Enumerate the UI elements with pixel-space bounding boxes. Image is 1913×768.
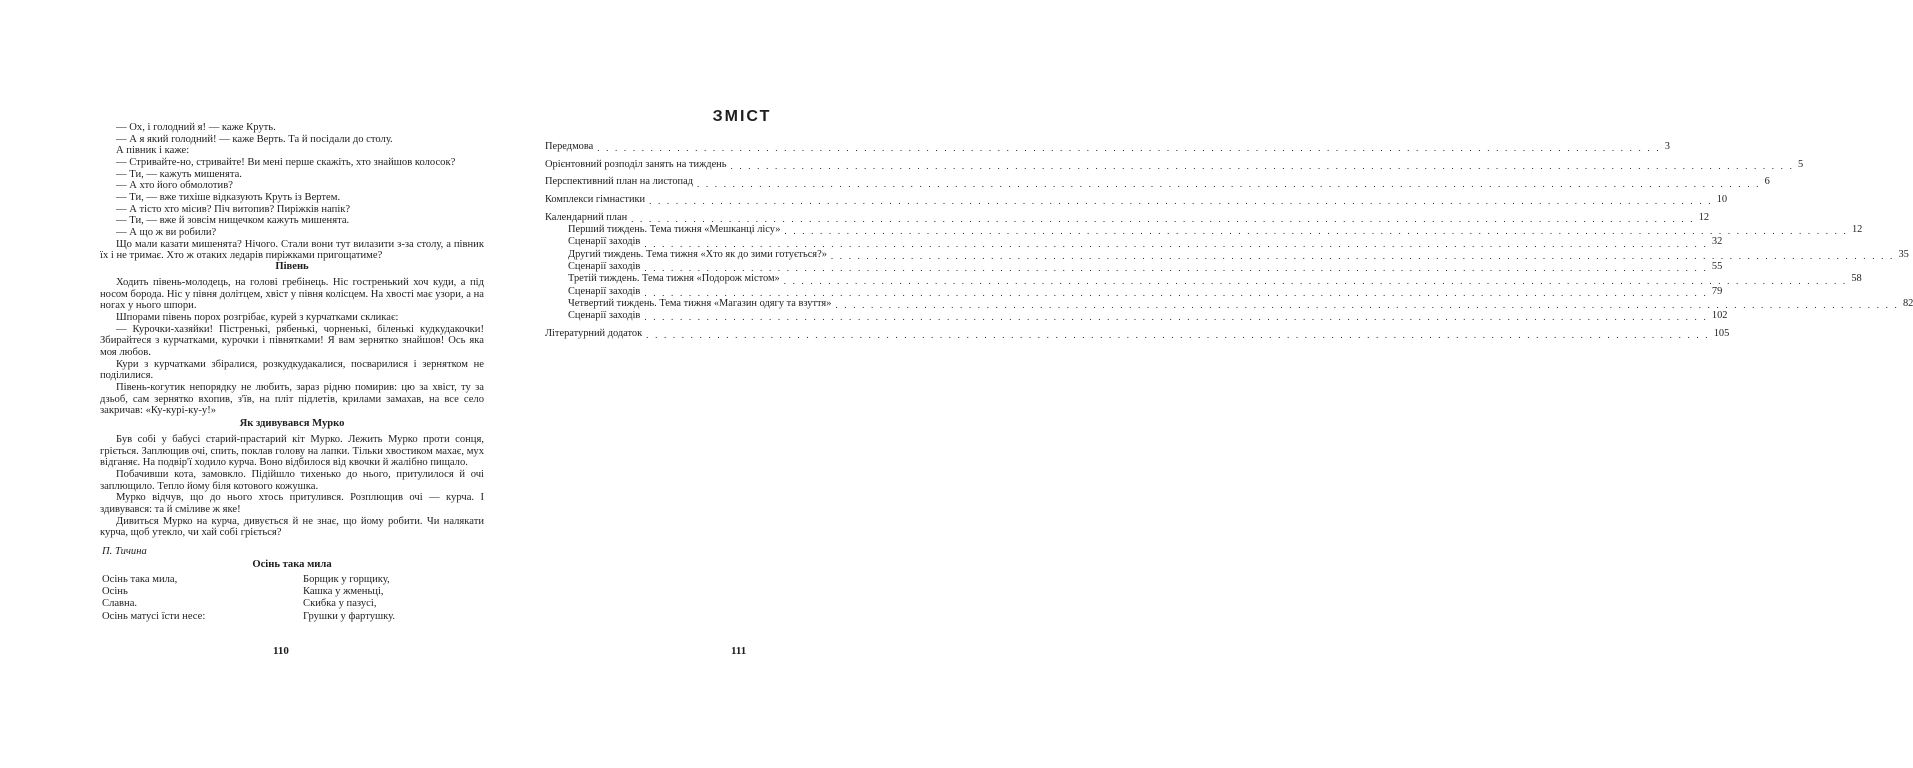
toc-entry-page: 82 [1902, 297, 1913, 309]
toc-dot-leader: . . . . . . . . . . . . . . . . . . . . . . . . . . . . . . . . . . . . . . . . . . . . . . . . . . . . . . . . . . . . . . . . . . . . . . . . . . . . . . . . . . . . . . . . . . . . . . . . . . . . . . . . . . . . . . . . . . . . . . . . [631, 214, 1695, 225]
story-paragraph: Шпорами півень порох розгрібає, курей з курчатками скликає: [116, 311, 399, 323]
page-number-left: 110 [273, 645, 289, 657]
toc-entry-page: 79 [1711, 285, 1723, 297]
toc-entry [545, 273, 1862, 286]
story-paragraph: Дивиться Мурко на курча, дивується й не знає, що йому робити. Чи налякати курча, щоб утекло, чи хай собі гріється? [100, 515, 484, 539]
dialogue-line: — А я який голодний! — каже Верть. Та й посідали до столу. [116, 133, 393, 145]
toc-entry [545, 224, 1863, 237]
toc-entry-label: Орієнтовний розподіл занять на тиждень [545, 158, 727, 170]
toc-dot-leader: . . . . . . . . . . . . . . . . . . . . . . . . . . . . . . . . . . . . . . . . . . . . . . . . . . . . . . . . . . . . . . . . . . . . . . . . . . . . . . . . . . . . . . . . . . . . . . . . . . . . . . . . . . . . . . . . . . . . . . . . [646, 330, 1710, 341]
left-page [0, 0, 512, 768]
toc-entry [545, 248, 1909, 261]
poem-right-column [303, 574, 395, 623]
dialogue-line: — Ти, — вже тихіше відказують Круть із Вертем. [116, 191, 341, 203]
toc-dot-leader: . . . . . . . . . . . . . . . . . . . . . . . . . . . . . . . . . . . . . . . . . . . . . . . . . . . . . . . . . . . . . . . . . . . . . . . . . . . . . . . . . . . . . . . . . . . . . . . . . . . . . . . . . . . . . . . . . . . . . . . . [697, 178, 1761, 189]
toc-entry-page: 3 [1664, 141, 1670, 152]
toc-entry-page: 6 [1764, 176, 1770, 188]
toc-dot-leader: . . . . . . . . . . . . . . . . . . . . . . . . . . . . . . . . . . . . . . . . . . . . . . . . . . . . . . . . . . . . . . . . . . . . . . . . . . . . . . . . . . . . . . . . . . . . . . . . . . . . . . . . . . . . . . . . . . . . . . . . [649, 196, 1713, 207]
dialogue-lines [100, 122, 484, 239]
toc-entry-page: 10 [1716, 194, 1728, 206]
story-paragraph: Мурко відчув, що до нього хтось притулився. Розплющив очі — курча. І здивувався: та й сміливе ж яке! [100, 492, 484, 515]
toc-dot-leader: . . . . . . . . . . . . . . . . . . . . . . . . . . . . . . . . . . . . . . . . . . . . . . . . . . . . . . . . . . . . . . . . . . . . . . . . . . . . . . . . . . . . . . . . . . . . . . . . . . . . . . . . . . . . . . . . . . . . . . . . [644, 263, 1708, 274]
dialogue-line: — Стривайте-но, стривайте! Ви мені перше скажіть, хто знайшов колосок? [116, 156, 456, 168]
toc-entry-page: 5 [1798, 158, 1804, 170]
toc-title: ЗМІСТ [712, 108, 772, 125]
toc-entry-page: 35 [1898, 248, 1909, 260]
toc-entry [545, 141, 1670, 154]
toc-entry-label: Другий тиждень. Тема тижня «Хто як до зими готується?» [568, 248, 827, 260]
toc-entry [545, 260, 1723, 274]
story-intro [100, 122, 484, 262]
poem-line: Осінь [102, 586, 128, 598]
toc-dot-leader: . . . . . . . . . . . . . . . . . . . . . . . . . . . . . . . . . . . . . . . . . . . . . . . . . . . . . . . . . . . . . . . . . . . . . . . . . . . . . . . . . . . . . . . . . . . . . . . . . . . . . . . . . . . . . . . . . . . . . . . . [830, 250, 1895, 261]
dialogue-line: — Ти, — кажуть мишенята. [116, 168, 242, 180]
poem-author: П. Тичина [102, 546, 147, 557]
toc-entry-label: Третій тиждень. Тема тижня «Подорож містом» [568, 273, 780, 285]
toc-dot-leader: . . . . . . . . . . . . . . . . . . . . . . . . . . . . . . . . . . . . . . . . . . . . . . . . . . . . . . . . . . . . . . . . . . . . . . . . . . . . . . . . . . . . . . . . . . . . . . . . . . . . . . . . . . . . . . . . . . . . . . . . [730, 160, 1795, 171]
toc-entry-label: Комплекси гімнастики [545, 194, 646, 206]
poem-line: Скибка у пазусі, [303, 598, 377, 610]
dialogue-line: А півник і каже: [116, 145, 190, 157]
toc-entry-label: Сценарії заходів [568, 236, 641, 248]
dialogue-line: — А тісто хто місив? Піч витопив? Пиріжків напік? [116, 203, 351, 215]
toc-dot-leader: . . . . . . . . . . . . . . . . . . . . . . . . . . . . . . . . . . . . . . . . . . . . . . . . . . . . . . . . . . . . . . . . . . . . . . . . . . . . . . . . . . . . . . . . . . . . . . . . . . . . . . . . . . . . . . . . . . . . . . . . [835, 300, 1899, 311]
toc-entry-label: Сценарії заходів [568, 310, 641, 322]
toc-dot-leader: . . . . . . . . . . . . . . . . . . . . . . . . . . . . . . . . . . . . . . . . . . . . . . . . . . . . . . . . . . . . . . . . . . . . . . . . . . . . . . . . . . . . . . . . . . . . . . . . . . . . . . . . . . . . . . . . . . . . . . . . [597, 143, 1661, 154]
poem-line: Грушки у фартушку. [303, 610, 396, 622]
dialogue-line: — А хто його обмолотив? [116, 180, 233, 192]
story-paragraph: Кури з курчатками збіралися, розкудкудакалися, посварилися і зернятком не поділилися. [100, 358, 484, 382]
story-intro-closing: Що мали казати мишенята? Нічого. Стали вони тут вилазити з-за столу, а півник їх і не тримає. Хто ж отаких ледарів пиріжками пригощатиме? [100, 238, 484, 262]
toc-dot-leader: . . . . . . . . . . . . . . . . . . . . . . . . . . . . . . . . . . . . . . . . . . . . . . . . . . . . . . . . . . . . . . . . . . . . . . . . . . . . . . . . . . . . . . . . . . . . . . . . . . . . . . . . . . . . . . . . . . . . . . . . [644, 287, 1708, 298]
toc-entry-page: 32 [1711, 236, 1723, 248]
toc-entry-label: Сценарії заходів [568, 285, 641, 297]
toc-entry-label: Перспективний план на листопад [545, 176, 693, 188]
dialogue-line: — Ох, і голодний я! — каже Круть. [116, 122, 276, 133]
toc-entry-page: 58 [1851, 273, 1862, 285]
toc-entry-label: Перший тиждень. Тема тижня «Мешканці лісу» [568, 224, 781, 236]
toc-entry [545, 327, 1730, 341]
story-paragraph: Побачивши кота, замовкло. Підійшло тихенько до нього, притулилося й очі заплющило. Тепло йому біля котового кожушка. [100, 468, 484, 492]
poem-line: Осінь матусі їсти несе: [102, 610, 206, 622]
toc-dot-leader: . . . . . . . . . . . . . . . . . . . . . . . . . . . . . . . . . . . . . . . . . . . . . . . . . . . . . . . . . . . . . . . . . . . . . . . . . . . . . . . . . . . . . . . . . . . . . . . . . . . . . . . . . . . . . . . . . . . . . . . . [644, 312, 1708, 323]
toc-entry-page: 12 [1698, 211, 1710, 223]
poem-title: Осінь така мила [252, 559, 332, 570]
toc-entry [545, 297, 1913, 311]
toc-entry-page: 102 [1711, 310, 1728, 322]
poem-line: Осінь така мила, [102, 574, 178, 585]
table-of-contents [545, 141, 1913, 341]
toc-entry [545, 176, 1770, 189]
toc-entry-label: Передмова [545, 141, 594, 152]
toc-dot-leader: . . . . . . . . . . . . . . . . . . . . . . . . . . . . . . . . . . . . . . . . . . . . . . . . . . . . . . . . . . . . . . . . . . . . . . . . . . . . . . . . . . . . . . . . . . . . . . . . . . . . . . . . . . . . . . . . . . . . . . . . [644, 238, 1708, 249]
story-paragraph: Ходить півень-молодець, на голові гребінець. Ніс гостренький хоч куди, а під носом борода. Ніс у півня долітцем, хвіст у півня колісцем. На хвості має узори, а на ногах у нього шпори. [100, 277, 484, 312]
toc-entry-label: Четвертий тиждень. Тема тижня «Магазин одягу та взуття» [568, 297, 832, 309]
toc-entry-page: 12 [1851, 224, 1863, 236]
toc-entry [545, 158, 1804, 171]
story-paragraph: Був собі у бабусі старий-прастарий кіт Мурко. Лежить Мурко проти сонця, гріється. Заплющив очі, спить, поклав голову на лапки. Тільки хвостиком махає, мух відганяє. На подвір'ї ходило курча. Воно відбилося від квочки й жалібно пищало. [100, 434, 484, 469]
toc-entry [545, 211, 1710, 225]
toc-entry-page: 55 [1711, 260, 1723, 272]
rooster-story-title: Півень [275, 261, 309, 272]
toc-dot-leader: . . . . . . . . . . . . . . . . . . . . . . . . . . . . . . . . . . . . . . . . . . . . . . . . . . . . . . . . . . . . . . . . . . . . . . . . . . . . . . . . . . . . . . . . . . . . . . . . . . . . . . . . . . . . . . . . . . . . . . . . [783, 275, 1848, 286]
toc-entry-page: 105 [1713, 327, 1730, 339]
poem-line: Славна. [102, 598, 138, 610]
murko-story-body [100, 434, 484, 539]
story-paragraph: Півень-когутик непорядку не любить, зараз рідню помирив: цю за хвіст, ту за дзьоб, сам зернятко вхопив, з'їв, на пліт підлетів, крилами замахав, на все село закричав: «Ку-курі-ку-у!» [100, 381, 484, 417]
toc-entry [545, 236, 1723, 249]
toc-entry-label: Календарний план [545, 211, 628, 223]
dialogue-line: — Ти, — вже й зовсім нищечком кажуть мишенята. [116, 215, 350, 227]
poem-line: Борщик у горщику, [303, 574, 390, 585]
toc-entry [545, 194, 1728, 207]
toc-entry-label: Сценарії заходів [568, 260, 641, 272]
dialogue-line: — А що ж ви робили? [116, 226, 217, 238]
rooster-story-body [100, 277, 484, 417]
right-page [512, 0, 1913, 768]
toc-dot-leader: . . . . . . . . . . . . . . . . . . . . . . . . . . . . . . . . . . . . . . . . . . . . . . . . . . . . . . . . . . . . . . . . . . . . . . . . . . . . . . . . . . . . . . . . . . . . . . . . . . . . . . . . . . . . . . . . . . . . . . . . [784, 226, 1848, 237]
toc-entry-label: Літературний додаток [545, 327, 643, 339]
toc-entry [545, 285, 1723, 298]
murko-story-title: Як здивувався Мурко [239, 418, 345, 429]
poem-line: Кашка у жменьці, [303, 586, 384, 598]
poem-left-column [102, 574, 205, 623]
page-number-right: 111 [731, 645, 747, 657]
story-paragraph: — Курочки-хазяйки! Пістренькі, рябенькі, чорненькі, біленькі кудкудакочки! Збирайтеся з курчатками, курочки і півнятками! Я вам зернятко знайшов! Ось яка моя любов. [100, 323, 484, 358]
toc-entry [545, 310, 1728, 323]
